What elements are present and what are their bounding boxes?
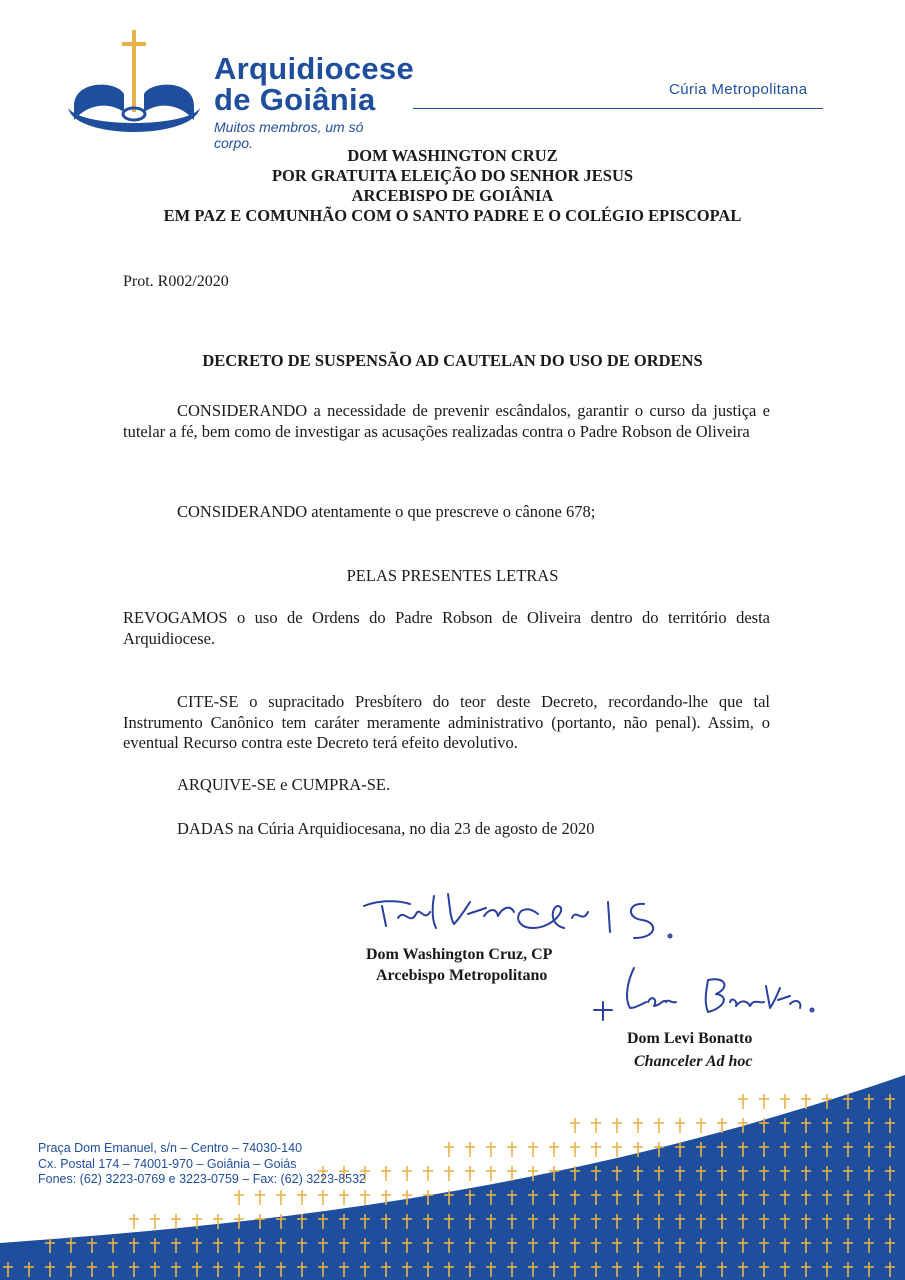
signatory-2-title: Chanceler Ad hoc	[634, 1053, 753, 1070]
header-divider	[413, 108, 823, 109]
brand-tagline: Muitos membros, um só corpo.	[214, 119, 364, 151]
signatory-1-name: Dom Washington Cruz, CP	[366, 946, 553, 963]
considering-paragraph-1: CONSIDERANDO a necessidade de prevenir escândalos, garantir o curso da justiça e tutelar a fé, bem como de investigar as acusações realizadas contra o Padre Robson de Oliveira	[123, 401, 770, 441]
department-label: Cúria Metropolitana	[669, 81, 808, 98]
archive-paragraph: ARQUIVE-SE e CUMPRA-SE.	[177, 775, 391, 794]
given-paragraph: DADAS na Cúria Arquidiocesana, no dia 23 de agosto de 2020	[177, 819, 595, 838]
footer-postal: Cx. Postal 174 – 74001-970 – Goiânia – Goiás	[38, 1156, 297, 1171]
footer-address: Praça Dom Emanuel, s/n – Centro – 74030-140	[38, 1141, 303, 1155]
heading-line: DOM WASHINGTON CRUZ	[347, 146, 558, 165]
revoke-paragraph: REVOGAMOS o uso de Ordens do Padre Robson de Oliveira dentro do território desta Arquidiocese.	[123, 608, 770, 648]
heading-line: EM PAZ E COMUNHÃO COM O SANTO PADRE E O COLÉGIO EPISCOPAL	[163, 206, 742, 225]
archdiocese-logo	[66, 28, 414, 151]
signature-levi-bonatto	[590, 958, 830, 1028]
considering-paragraph-2: CONSIDERANDO atentamente o que prescreve o cânone 678;	[177, 502, 596, 521]
heading-line: POR GRATUITA ELEIÇÃO DO SENHOR JESUS	[271, 166, 634, 185]
heading-line: ARCEBISPO DE GOIÂNIA	[351, 186, 554, 205]
signatory-2-name: Dom Levi Bonatto	[627, 1030, 753, 1047]
signatory-1-title: Arcebispo Metropolitano	[376, 967, 548, 984]
footer-phones: Fones: (62) 3223-0769 e 3223-0759 – Fax: (62) 3223-8532	[38, 1172, 367, 1186]
brand-name-line2: de Goiânia	[214, 82, 376, 117]
decree-title: DECRETO DE SUSPENSÃO AD CAUTELAN DO USO DE ORDENS	[202, 351, 703, 370]
document-heading	[0, 146, 905, 226]
cite-paragraph: CITE-SE o supracitado Presbítero do teor deste Decreto, recordando-lhe que tal Instrumento Canônico tem caráter meramente administrativo (portanto, não penal). Assim, o eventual Recurso contra este Decreto terá efeito devolutivo.	[123, 692, 770, 752]
by-letters-line: PELAS PRESENTES LETRAS	[346, 566, 559, 585]
protocol-number: Prot. R002/2020	[123, 273, 229, 290]
cathedral-cross-emblem	[66, 28, 216, 138]
brand-name-line1: Arquidiocese	[214, 51, 414, 86]
footer-contact	[38, 1141, 366, 1188]
